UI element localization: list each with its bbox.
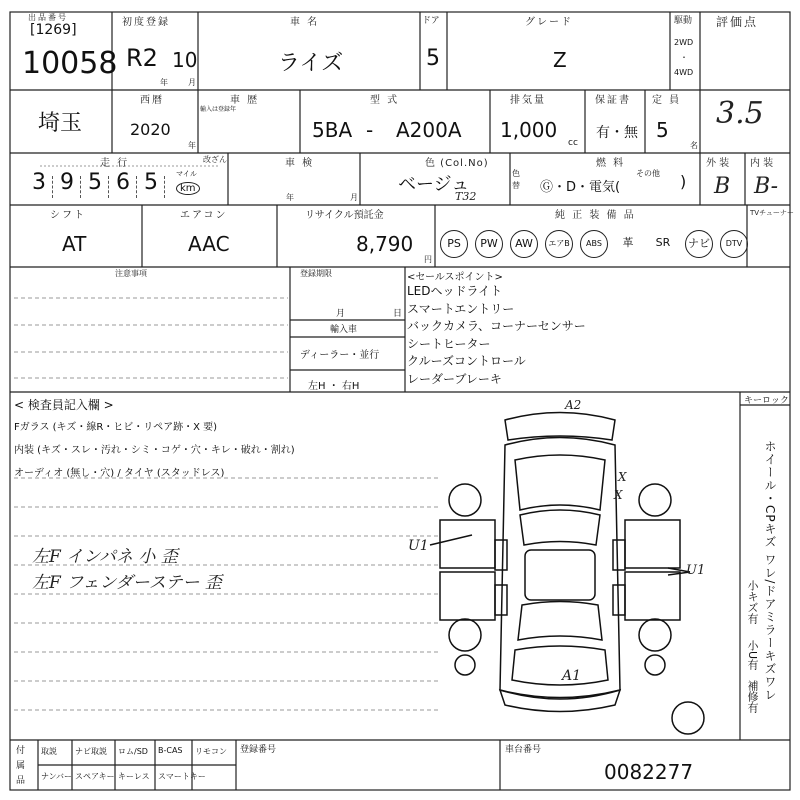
drive-2wd: 2WD — [674, 38, 694, 47]
shift: AT — [62, 232, 87, 256]
accessory-item: B-CAS — [158, 746, 183, 755]
displacement-label: 排気量 — [510, 95, 546, 106]
handwritten-note-2: 左F フェンダーステー 歪 — [32, 573, 222, 593]
model-label: 型 式 — [370, 95, 400, 106]
fuel-other: その他 — [636, 169, 660, 178]
year-label: 西暦 — [140, 95, 164, 106]
model-dash: - — [366, 118, 374, 142]
mark-right: U1 — [686, 563, 706, 578]
recycle: 8,790 — [356, 232, 414, 256]
side-note-1: ホイール・CPキズ ワレ/ドアミラーキズワレ — [763, 440, 777, 702]
exterior: B — [714, 174, 731, 199]
fuel-options: Ⓖ・D・電気( — [540, 180, 621, 195]
equipment-item: AW — [510, 230, 538, 258]
inspection-label: 保証書 — [595, 95, 631, 106]
sales-point: バックカメラ、コーナーセンサー — [407, 319, 586, 333]
tuner-label: TVチューナー — [750, 209, 794, 217]
history-note: 輸入は登録年 — [200, 106, 237, 113]
region-label: 出品番号 — [28, 13, 68, 22]
grade: Z — [553, 48, 567, 72]
side-note-2: 小キズ有 — [746, 580, 759, 624]
mile-label: マイル — [176, 170, 197, 178]
interior-label: 内 装 — [750, 158, 774, 169]
year-unit-2: 年 — [188, 141, 196, 150]
eval-label: 評価点 — [716, 15, 759, 29]
capacity-label: 定 員 — [652, 95, 682, 106]
year-unit: 年 — [160, 78, 168, 87]
drive-label: 駆動 — [674, 16, 693, 26]
displacement: 1,000 — [500, 118, 558, 142]
accessory-item: 取説 — [41, 747, 57, 756]
model-prefix: 5BA — [312, 118, 353, 142]
equipment-item: ABS — [580, 230, 608, 258]
steering-label: 左H ・ 右H — [308, 381, 360, 392]
glass-line: Fガラス (キズ・線R・ヒビ・リペア跡・X 要) — [14, 422, 218, 433]
accessory-item: ロム/SD — [118, 747, 148, 756]
shaken-month-unit: 月 — [350, 193, 358, 202]
cc-unit: cc — [568, 138, 578, 148]
accessory-item: スマートキー — [158, 772, 206, 781]
sales-point: LEDヘッドライト — [407, 284, 503, 298]
mark-x2: X — [614, 488, 623, 502]
capacity-unit: 名 — [690, 141, 698, 150]
shaken-year-unit: 年 — [286, 193, 294, 202]
first-reg-label: 初度登録 — [122, 17, 170, 28]
mileage-digit: 5 — [144, 170, 158, 195]
accessory-item: リモコン — [195, 747, 227, 756]
sales-point: シートヒーター — [407, 336, 491, 351]
fuel-close: ) — [680, 172, 687, 191]
model-code: A200A — [396, 118, 462, 142]
equipment-item: DTV — [720, 230, 748, 258]
reg-number-label: 登録番号 — [240, 745, 277, 755]
sales-point: スマートエントリー — [407, 301, 515, 316]
equipment-item: エアB — [545, 230, 573, 258]
exterior-label: 外 装 — [706, 158, 730, 169]
recycle-label: リサイクル預託金 — [305, 210, 384, 221]
mark-front: A2 — [565, 398, 582, 412]
ac: AAC — [188, 232, 230, 256]
side-note-4: 補修有 — [746, 680, 759, 713]
lot-number-small: [1269] — [30, 22, 77, 38]
interior-line: 内装 (キズ・スレ・汚れ・シミ・コゲ・穴・キレ・破れ・割れ) — [14, 445, 295, 456]
interior: B- — [754, 174, 779, 199]
eval-score: 3.5 — [716, 96, 764, 131]
inspection: 有・無 — [596, 125, 638, 141]
doors: 5 — [426, 46, 440, 71]
sales-point: レーダーブレーキ — [407, 371, 502, 386]
side-note-3: 小U有 — [746, 640, 759, 671]
sales-label: <セールスポイント> — [407, 272, 503, 283]
accessory-item: キーレス — [118, 772, 150, 781]
yen-unit: 円 — [424, 255, 432, 264]
history-label: 車 歴 — [230, 95, 260, 106]
keylock-label: キーロック — [744, 396, 789, 406]
lot-number: 10058 — [22, 46, 118, 81]
equipment-item: ナビ — [685, 230, 713, 258]
color-change-label: 色替 — [512, 169, 520, 190]
mark-left: U1 — [408, 538, 429, 554]
year: 2020 — [130, 120, 171, 139]
doors-label: ドア — [422, 16, 440, 26]
import-label: 輸入車 — [330, 325, 358, 335]
color-code: T32 — [455, 190, 477, 203]
deadline-month-unit: 月 — [336, 309, 346, 319]
mileage-label: 走 行 — [100, 158, 130, 169]
accessories-label: 付属品 — [16, 746, 26, 786]
reg-month: 10 — [172, 48, 198, 72]
notes-label: 注意事項 — [115, 269, 147, 278]
dealer-label: ディーラー・並行 — [300, 350, 380, 361]
equipment-item: PW — [475, 230, 503, 258]
fuel-label: 燃 料 — [596, 158, 626, 169]
color-label: 色 (Col.No) — [425, 158, 489, 169]
drive-dot: ・ — [680, 53, 688, 62]
region: 埼玉 — [38, 111, 83, 136]
capacity: 5 — [656, 118, 669, 142]
km-label: km — [176, 182, 200, 195]
chassis-label: 車台番号 — [505, 745, 542, 755]
color: ベージュ — [398, 174, 470, 195]
sales-point: クルーズコントロール — [407, 354, 526, 368]
car-name: ライズ — [278, 51, 344, 76]
equipment-item: 革 — [622, 236, 634, 249]
accessory-item: スペアキー — [75, 772, 115, 781]
ac-label: エアコン — [180, 210, 228, 221]
shift-label: シフト — [50, 210, 86, 221]
grade-label: グレード — [525, 17, 573, 28]
accessory-item: ナンバー — [41, 772, 73, 781]
handwritten-note-1: 左F インパネ 小 歪 — [32, 547, 178, 567]
mileage-digit: 3 — [32, 170, 46, 195]
accessory-item: ナビ取説 — [75, 747, 107, 756]
mark-x1: X — [618, 470, 627, 484]
shaken-label: 車 検 — [285, 158, 315, 169]
meter-label: 改ざん — [203, 155, 227, 164]
equipment-item: PS — [440, 230, 468, 258]
equipment-label: 純 正 装 備 品 — [555, 210, 636, 221]
mileage-digit: 5 — [88, 170, 102, 195]
chassis-number: 0082277 — [604, 760, 694, 784]
month-unit: 月 — [188, 78, 196, 87]
car-name-label: 車 名 — [290, 17, 320, 28]
equipment-item: SR — [655, 236, 671, 249]
drive-4wd: 4WD — [674, 68, 694, 77]
deadline-day-unit: 日 — [393, 309, 403, 319]
reg-deadline-label: 登録期限 — [300, 269, 332, 278]
era: R2 — [126, 44, 158, 72]
inspector-title: < 検査員記入欄 > — [14, 398, 114, 412]
mileage-digit: 6 — [116, 170, 130, 195]
mileage-digit: 9 — [60, 170, 74, 195]
audio-line: オーディオ (無し・穴) / タイヤ (スタッドレス) — [14, 468, 225, 479]
mark-rear: A1 — [562, 668, 582, 684]
